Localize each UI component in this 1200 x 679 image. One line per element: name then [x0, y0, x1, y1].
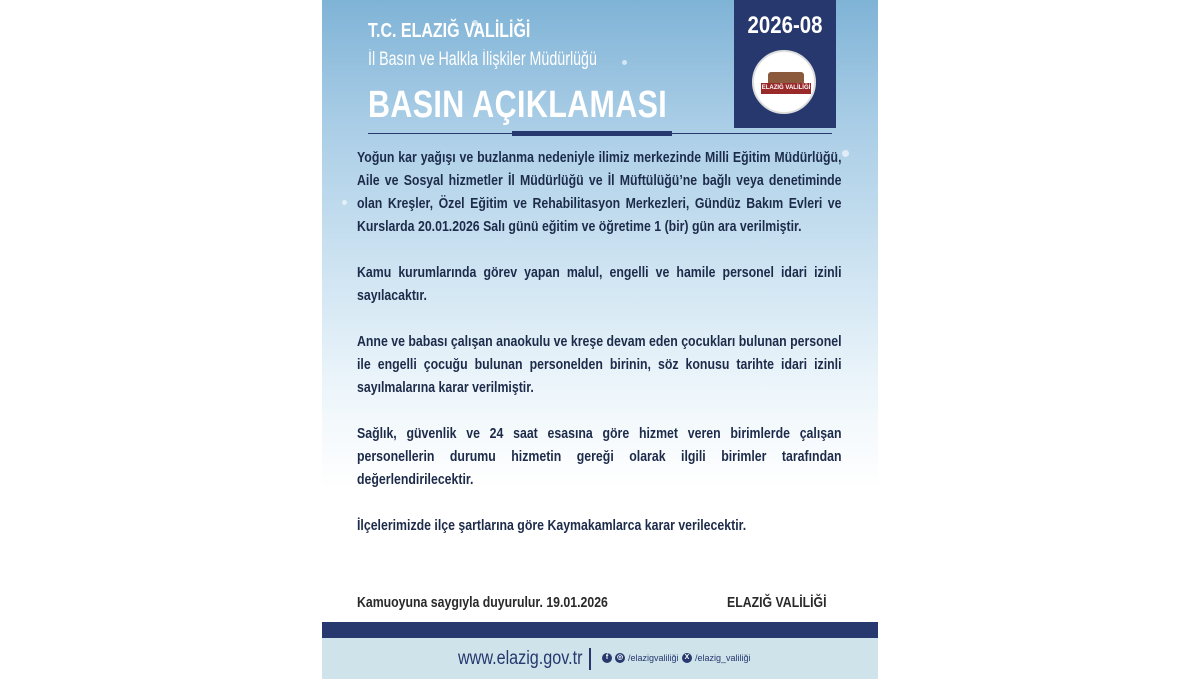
footer — [322, 638, 878, 679]
social-links-1[interactable] — [602, 653, 679, 663]
social-links-2[interactable] — [682, 653, 751, 663]
divider-accent — [512, 131, 672, 136]
website-link[interactable]: www.elazig.gov.tr — [458, 648, 583, 669]
snowflake-decoration — [842, 150, 849, 157]
x-icon: X — [682, 653, 692, 663]
governorship-logo — [752, 50, 816, 114]
facebook-icon: f — [602, 653, 612, 663]
snowflake-decoration — [622, 60, 627, 65]
paragraph: Anne ve babası çalışan anaokulu ve kreşe devam eden çocukları bulunan personel ile engelli çocuğu bulunan personelden birinin, söz konusu tarihte idari izinli sayılmalarına karar verilmiştir. — [357, 334, 842, 396]
snowflake-decoration — [342, 200, 347, 205]
separator — [589, 648, 591, 670]
social-handle: /elazig_valiliği — [695, 653, 751, 663]
paragraph: Sağlık, güvenlik ve 24 saat esasına göre hizmet veren birimlerde çalışan personellerin durumu hizmetin gereği olarak ilgili birimler tarafından değerlendirilecektir. — [357, 426, 842, 488]
department-name: İl Basın ve Halkla İlişkiler Müdürlüğü — [368, 49, 597, 70]
closing-line: Kamuoyuna saygıyla duyurulur. 19.01.2026 — [357, 594, 608, 611]
signature: ELAZIĞ VALİLİĞİ — [727, 594, 827, 611]
release-number: 2026-08 — [747, 12, 823, 39]
instagram-icon: ◎ — [616, 654, 624, 661]
social-handle: /elazigvaliliği — [628, 653, 679, 663]
press-release-body — [357, 147, 842, 561]
footer-bar — [322, 622, 878, 638]
paragraph: Yoğun kar yağışı ve buzlanma nedeniyle ilimiz merkezinde Milli Eğitim Müdürlüğü, Aile ve Sosyal hizmetler İl Müdürlüğü ve İl Müftülüğü’ne bağlı veya denetiminde olan Kreşler, Özel Eğitim ve Rehabilitasyon Merkezleri, Gündüz Bakım Evleri ve Kurslarda 20.01.2026 Salı günü eğitim ve öğretime 1 (bir) gün ara verilmiştir. — [357, 150, 842, 235]
org-name: T.C. ELAZIĞ VALİLİĞİ — [368, 20, 531, 42]
press-release-poster — [322, 0, 878, 679]
paragraph: Kamu kurumlarında görev yapan malul, engelli ve hamile personel idari izinli sayılacaktır. — [357, 265, 842, 304]
page-title: BASIN AÇIKLAMASI — [368, 84, 668, 126]
logo-label: ELAZIĞ VALİLİĞİ — [761, 83, 811, 94]
release-number-box — [734, 0, 836, 128]
paragraph: İlçelerimizde ilçe şartlarına göre Kaymakamlarca karar verilecektir. — [357, 518, 747, 534]
